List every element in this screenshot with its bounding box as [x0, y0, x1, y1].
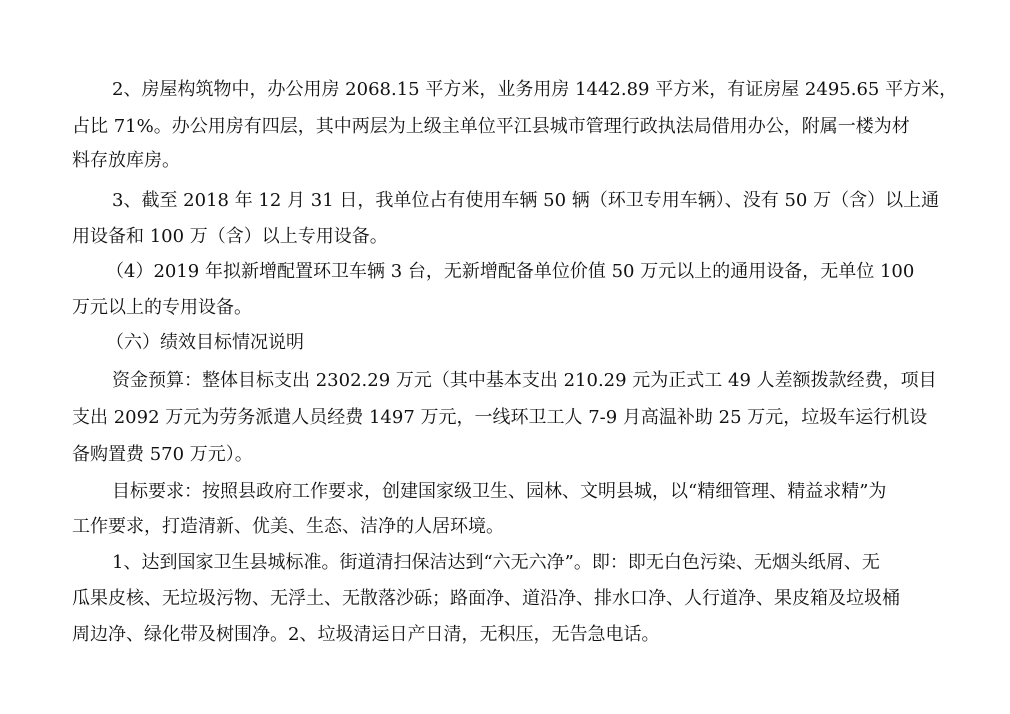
text-line: （4）2019 年拟新增配置环卫车辆 3 台，无新增配备单位价值 50 万元以上的通用设备，无单位 100 [106, 261, 915, 282]
paragraph-5-line-1 [0, 366, 1010, 396]
text-line: 2、房屋构筑物中，办公用房 2068.15 平方米，业务用房 1442.89 平方米，有证房屋 2495.65 平方米， [112, 79, 958, 100]
paragraph-5-line-3 [0, 440, 1010, 470]
text-line: 1、达到国家卫生县城标准。街道清扫保洁达到“六无六净”。即：即无白色污染、无烟头纸屑、无 [112, 552, 880, 573]
text-line: 资金预算：整体目标支出 2302.29 万元（其中基本支出 210.29 元为正式工 49 人差额拨款经费，项目 [112, 370, 937, 391]
paragraph-6-line-2 [0, 512, 1010, 542]
paragraph-7-line-3 [0, 620, 1010, 650]
text-line: 用设备和 100 万（含）以上专用设备。 [72, 226, 388, 247]
paragraph-6-line-1 [0, 477, 1010, 507]
text-line: 3、截至 2018 年 12 月 31 日，我单位占有使用车辆 50 辆（环卫专用车辆）、没有 50 万（含）以上通 [112, 190, 940, 211]
text-line: 备购置费 570 万元）。 [72, 444, 253, 465]
text-line: 料存放库房。 [72, 150, 180, 171]
paragraph-3-line-1 [0, 257, 1010, 287]
paragraph-5-line-2 [0, 403, 1010, 433]
section-heading-performance-goals [0, 328, 1010, 358]
paragraph-2-line-1 [0, 186, 1010, 216]
paragraph-3-line-2 [0, 293, 1010, 323]
text-line: 目标要求：按照县政府工作要求，创建国家级卫生、园林、文明县城，以“精细管理、精益求精”为 [112, 481, 887, 502]
text-line: 周边净、绿化带及树围净。2、垃圾清运日产日清，无积压，无告急电话。 [72, 624, 660, 645]
paragraph-2-line-2 [0, 222, 1010, 252]
paragraph-1-line-1 [0, 75, 1010, 105]
text-line: 瓜果皮核、无垃圾污物、无浮土、无散落沙砾；路面净、道沿净、排水口净、人行道净、果皮箱及垃圾桶 [72, 588, 900, 609]
text-line: 万元以上的专用设备。 [72, 297, 252, 318]
paragraph-7-line-2 [0, 584, 1010, 614]
section-heading: （六）绩效目标情况说明 [106, 332, 304, 353]
text-line: 占比 71%。办公用房有四层，其中两层为上级主单位平江县城市管理行政执法局借用办公，附属一楼为材 [72, 116, 910, 137]
text-line: 工作要求，打造清新、优美、生态、洁净的人居环境。 [72, 516, 504, 537]
paragraph-1-line-2 [0, 112, 1010, 142]
paragraph-1-line-3 [0, 146, 1010, 176]
text-line: 支出 2092 万元为劳务派遣人员经费 1497 万元，一线环卫工人 7-9 月高温补助 25 万元，垃圾车运行机设 [72, 407, 928, 428]
paragraph-7-line-1 [0, 548, 1010, 578]
